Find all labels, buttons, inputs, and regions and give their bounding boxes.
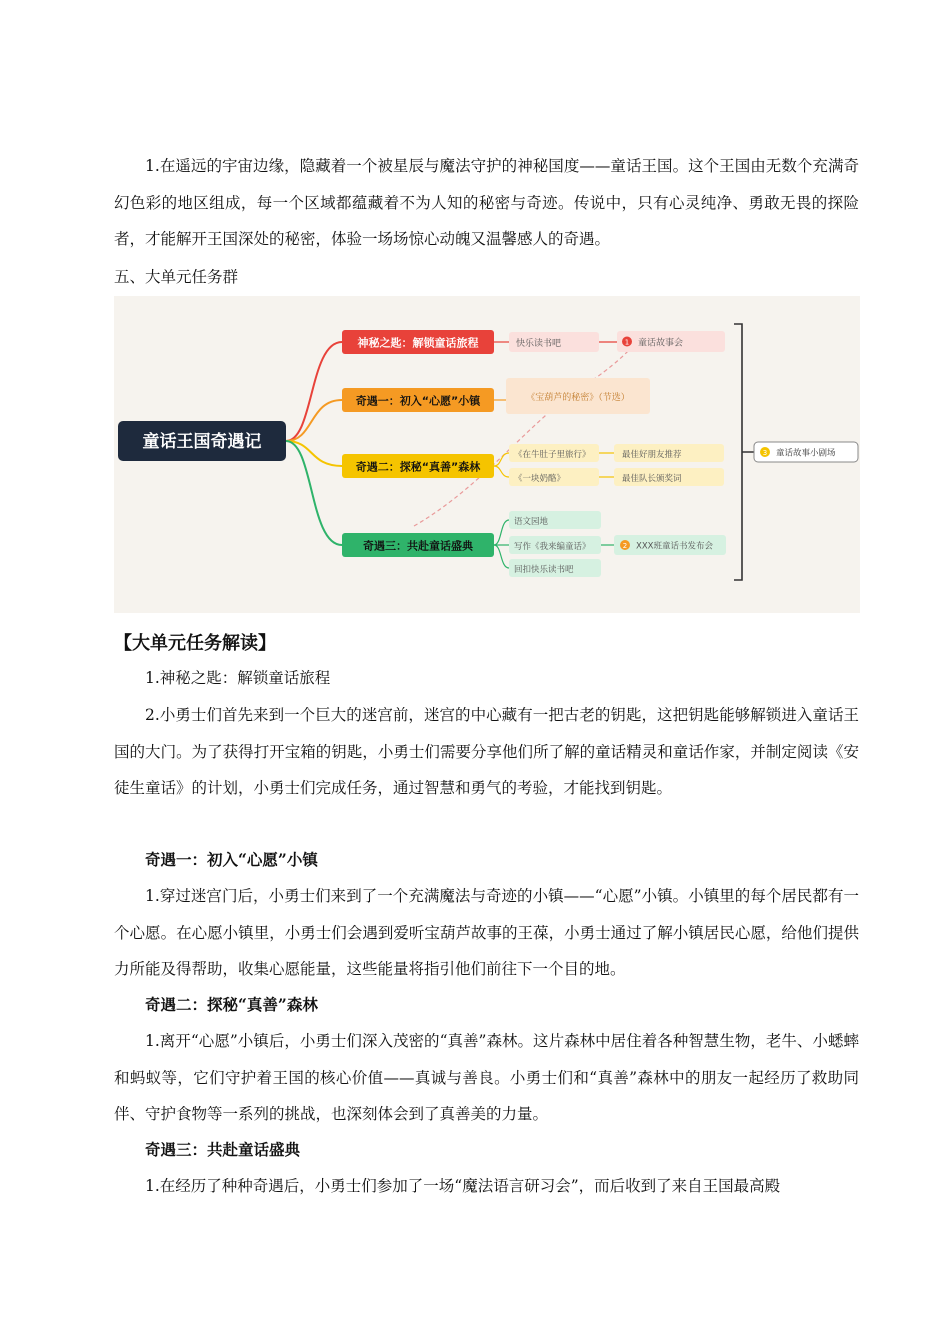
branch-3-sub-2-label: 《一块奶酪》 <box>514 474 566 484</box>
branch-1-sub-1-label: 快乐读书吧 <box>516 339 562 349</box>
reading-title: 【大单元任务解读】 <box>114 633 276 654</box>
branch-1-label: 神秘之匙：解锁童话旅程 <box>357 336 479 350</box>
branch-3-sub-1-label: 《在牛肚子里旅行》 <box>514 450 591 460</box>
reading-p3: 1.穿过迷宫门后，小勇士们来到了一个充满魔法与奇迹的小镇——“心愿”小镇。小镇里的每个居民都有一个心愿。在心愿小镇里，小勇士们会遇到爱听宝葫芦故事的王葆，小勇士通过了解小镇居民心愿，给他们提供力所能及得帮助，收集心愿能量，这些能量将指引他们前往下一个目的地。 <box>114 887 859 978</box>
branch-1-extra-1-label: 童话故事会 <box>638 338 684 349</box>
branch-4-sub-2-label: 写作《我来编童话》 <box>514 542 591 552</box>
intro-paragraph: 1.在遥远的宇宙边缘，隐藏着一个被星辰与魔法守护的神秘国度——童话王国。这个王国由无数个充满奇幻色彩的地区组成，每一个区域都蕴藏着不为人知的秘密与奇迹。传说中，只有心灵纯净、勇敢无畏的探险者，才能解开王国深处的秘密，体验一场场惊心动魄又温馨感人的奇遇。 <box>114 157 859 248</box>
branch-4-sub-3-label: 回扣快乐读书吧 <box>514 565 574 575</box>
root-connector-2 <box>286 400 342 441</box>
branch-2-sub-1-label: 《宝葫芦的秘密》（节选） <box>526 393 630 403</box>
branch-4-extra-num: 2 <box>622 542 628 550</box>
heading-encounter-1: 奇遇一：初入“心愿”小镇 <box>145 850 318 869</box>
branch-3-label: 奇遇二：探秘“真善”森林 <box>355 460 481 474</box>
final-node-num: 3 <box>762 449 768 457</box>
branch-4-sub-1-label: 语文园地 <box>514 517 549 527</box>
final-node-label: 童话故事小剧场 <box>776 448 836 459</box>
reading-p1: 1.神秘之匙：解锁童话旅程 <box>145 669 331 687</box>
mindmap-root-label: 童话王国奇遇记 <box>142 432 262 452</box>
heading-encounter-3: 奇遇三：共赴童话盛典 <box>145 1140 301 1159</box>
reading-p2: 2.小勇士们首先来到一个巨大的迷宫前，迷宫的中心藏有一把古老的钥匙，这把钥匙能够解锁进入童话王国的大门。为了获得打开宝箱的钥匙，小勇士们需要分享他们所了解的童话精灵和童话作家，并制定阅读《安徒生童话》的计划，小勇士们完成任务，通过智慧和勇气的考验，才能找到钥匙。 <box>114 706 859 797</box>
mindmap-flow-line <box>414 344 634 526</box>
mindmap-svg <box>114 296 860 613</box>
section-title: 五、大单元任务群 <box>114 268 239 286</box>
mindmap-figure <box>114 296 860 613</box>
branch-4-label: 奇遇三：共赴童话盛典 <box>363 539 473 553</box>
root-connector-1 <box>286 342 342 441</box>
branch-3-extra-1-label: 最佳好朋友推荐 <box>622 450 682 460</box>
reading-p4: 1.离开“心愿”小镇后，小勇士们深入茂密的“真善”森林。这片森林中居住着各种智慧生物，老牛、小蟋蟀和蚂蚁等，它们守护着王国的核心价值——真诚与善良。小勇士们和“真善”森林中的朋友一起经历了救助同伴、守护食物等一系列的挑战，也深刻体会到了真善美的力量。 <box>114 1032 859 1123</box>
mindmap-bracket <box>734 324 754 580</box>
branch-2-label: 奇遇一：初入“心愿”小镇 <box>355 394 481 408</box>
branch-1-extra-num: 1 <box>624 338 630 347</box>
heading-encounter-2: 奇遇二：探秘“真善”森林 <box>145 995 318 1014</box>
branch-4-extra-1-label: XXX班童话书发布会 <box>636 541 713 552</box>
reading-p5: 1.在经历了种种奇遇后，小勇士们参加了一场“魔法语言研习会”，而后收到了来自王国最高殿 <box>145 1177 781 1195</box>
branch-3-extra-2-label: 最佳队长颁奖词 <box>622 474 682 484</box>
